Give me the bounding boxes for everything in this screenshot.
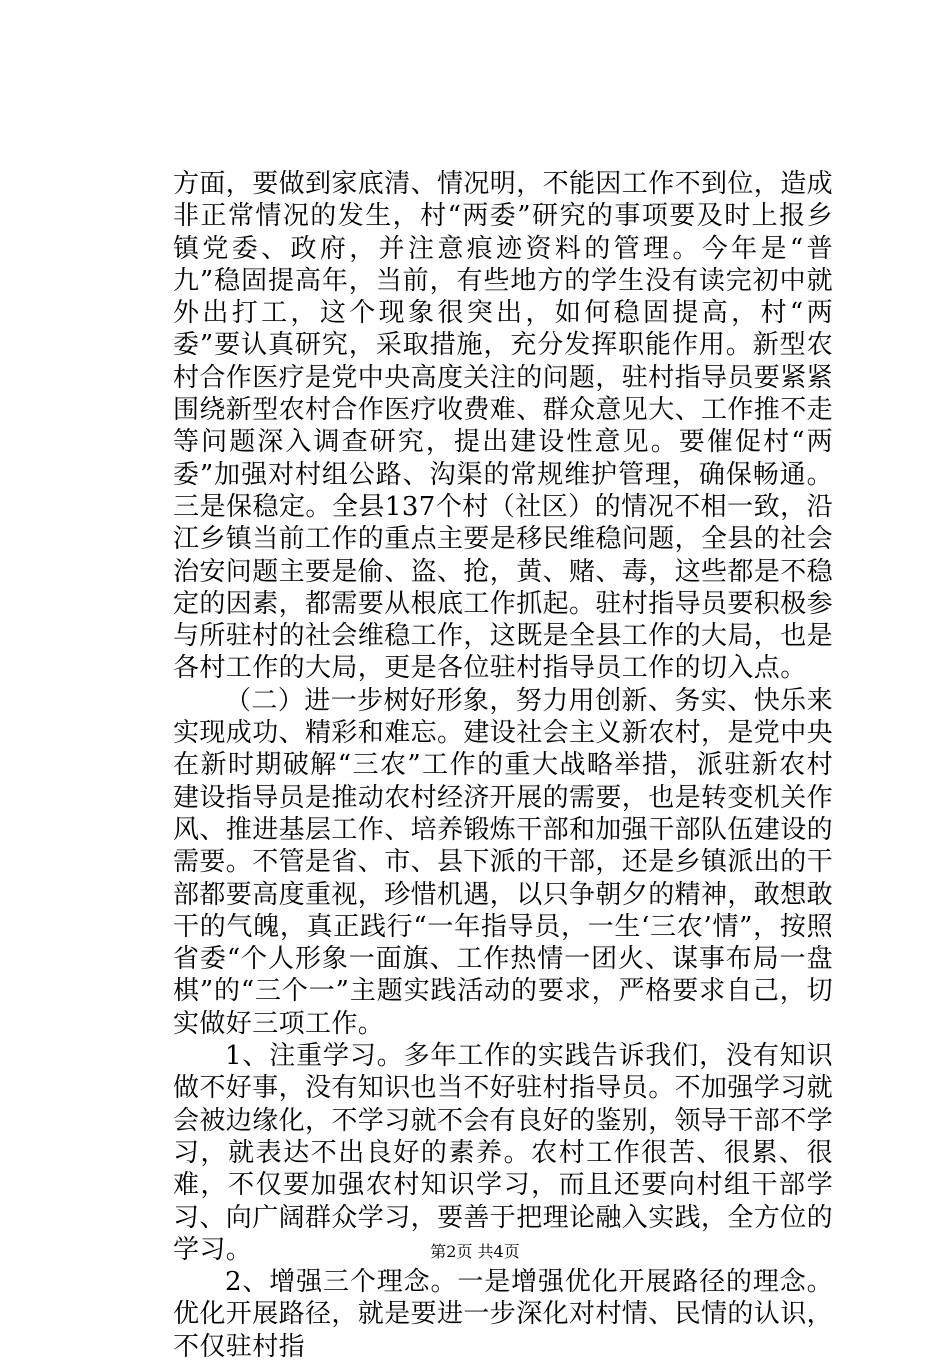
page-number-footer: 第2页 共4页 xyxy=(430,1242,520,1261)
paragraph-item-two: 2、增强三个理念。一是增强优化开展路径的理念。优化开展路径，就是要进一步深化对村情、民情的认识，不仅驻村指 xyxy=(173,1267,834,1362)
paragraph-continuation: 方面，要做到家底清、情况明，不能因工作不到位，造成非正常情况的发生，村“两委”研究的事项要及时上报乡镇党委、政府，并注意痕迹资料的管理。今年是“普九”稳固提高年，当前，有些地方的学生没有读完初中就外出打工，这个现象很突出，如何稳固提高，村“两委”要认真研究，采取措施，充分发挥职能作用。新型农村合作医疗是党中央高度关注的问题，驻村指导员要紧紧围绕新型农村合作医疗收费难、群众意见大、工作推不走等问题深入调查研究，提出建设性意见。要催促村“两委”加强对村组公路、沟渠的常规维护管理，确保畅通。三是保稳定。全县137个村（社区）的情况不相一致，沿江乡镇当前工作的重点主要是移民维稳问题，全县的社会治安问题主要是偷、盗、抢，黄、赌、毒，这些都是不稳定的因素，都需要从根底工作抓起。驻村指导员要积极参与所驻村的社会维稳工作，这既是全县工作的大局，也是各村工作的大局，更是各位驻村指导员工作的切入点。 xyxy=(173,169,834,684)
paragraph-item-one: 1、注重学习。多年工作的实践告诉我们，没有知识做不好事，没有知识也当不好驻村指导员。不加强学习就会被边缘化，不学习就不会有良好的鉴别，领导干部不学习，就表达不出良好的素养。农村工作很苦、很累、很难，不仅要加强农村知识学习，而且还要向村组干部学习、向广阔群众学习，要善于把理论融入实践，全方位的学习。 xyxy=(173,1041,834,1265)
paragraph-section-two: （二）进一步树好形象，努力用创新、务实、快乐来实现成功、精彩和难忘。建设社会主义新农村，是党中央在新时期破解“三农”工作的重大战略举措，派驻新农村建设指导员是推动农村经济开展的需要，也是转变机关作风、推进基层工作、培养锻炼干部和加强干部队伍建设的需要。不管是省、市、县下派的干部，还是乡镇派出的干部都要高度重视，珍惜机遇，以只争朝夕的精神，敢想敢干的气魄，真正践行“一年指导员，一生‘三农’情”，按照省委“个人形象一面旗、工作热情一团火、谋事布局一盘棋”的“三个一”主题实践活动的要求，严格要求自己，切实做好三项工作。 xyxy=(173,685,834,1039)
document-body xyxy=(173,168,833,1363)
